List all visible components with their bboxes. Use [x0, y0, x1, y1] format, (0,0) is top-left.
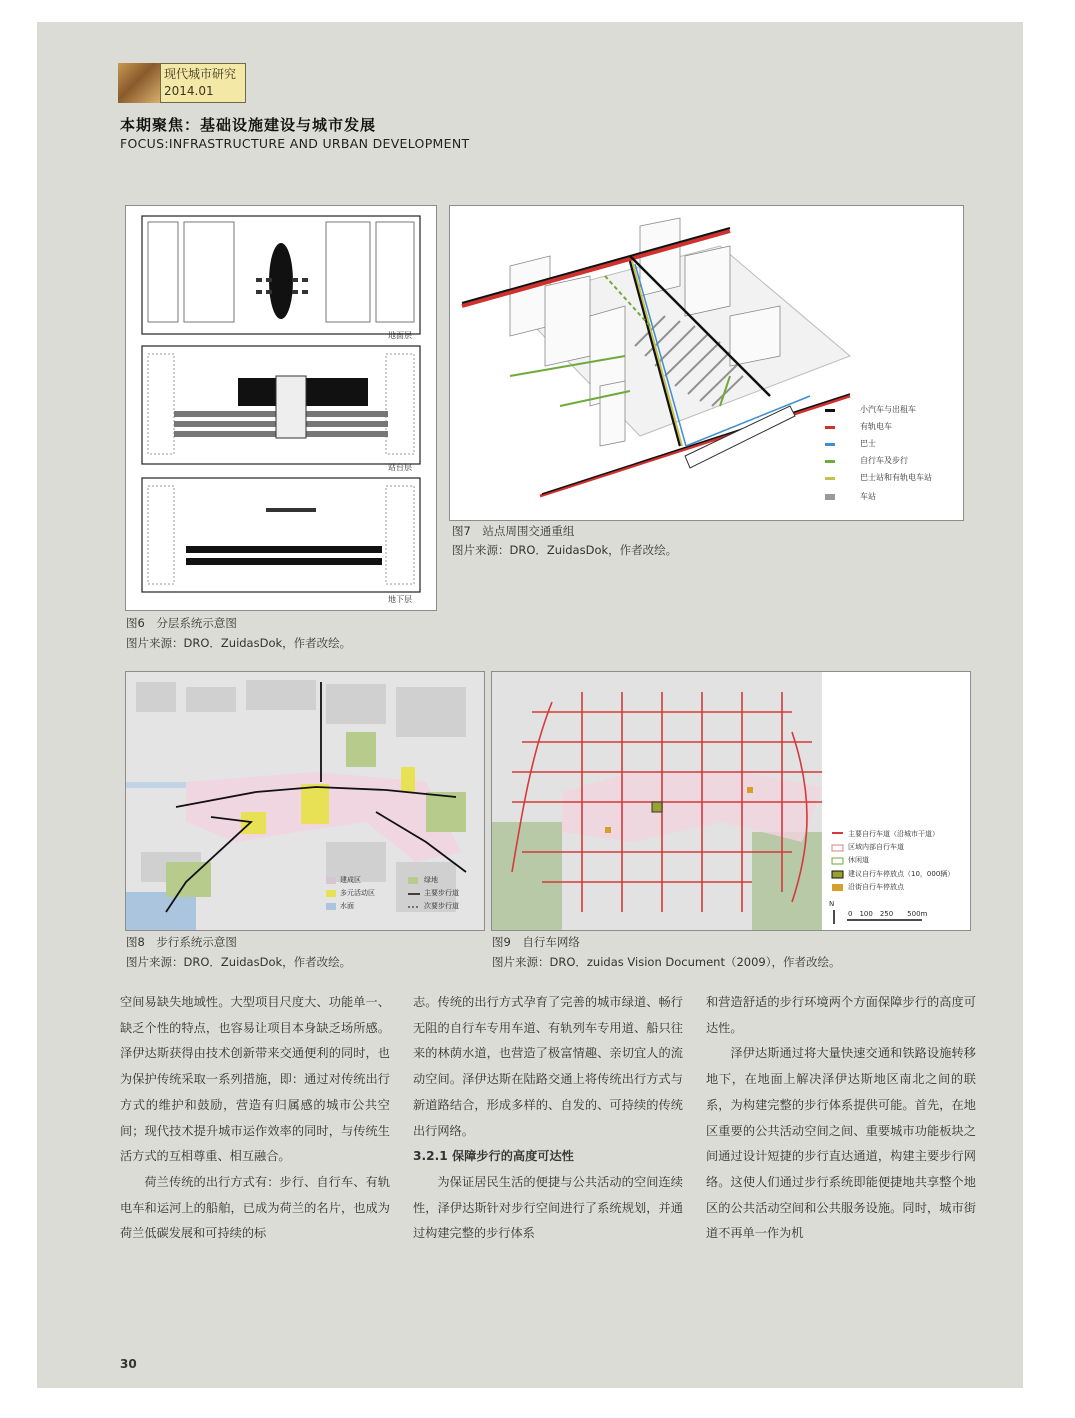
layer-label-ground: 地面层 [388, 331, 412, 340]
legend-street-parking: 沿街自行车停放点 [848, 883, 904, 891]
journal-issue: 2014.01 [164, 84, 214, 98]
layer-underground-panel [142, 478, 420, 592]
legend-tram: 有轨电车 [860, 422, 892, 431]
page-number: 30 [120, 1357, 137, 1371]
figure-6-drawing [126, 206, 436, 610]
journal-tag [118, 63, 246, 103]
figure-9 [491, 671, 971, 931]
text-column-1 [120, 990, 390, 1247]
legend-bike: 自行车及步行 [860, 456, 908, 465]
legend-main-bike-lane: 主要自行车道（沿城市干道） [848, 830, 939, 838]
legend-stop: 巴士站和有轨电车站 [860, 473, 932, 482]
legend-swatch-station [825, 494, 835, 500]
paragraph: 志。传统的出行方式孕育了完善的城市绿道、畅行无阻的自行车专用车道、有轨列车专用道、船只往来的林荫水道，也营造了极富情趣、亲切宜人的流动空间。泽伊达斯在陆路交通上将传统出行方式与新道路结合，形成多样的、自发的、可持续的传统出行网络。 [413, 995, 683, 1138]
legend-main-walk: 主要步行道 [424, 889, 459, 897]
focus-title-en: FOCUS:INFRASTRUCTURE AND URBAN DEVELOPMENT [120, 136, 470, 151]
paragraph: 和营造舒适的步行环境两个方面保障步行的高度可达性。 [706, 995, 976, 1035]
scale-bar-label: 0 100 250 500m [848, 910, 928, 918]
layer-label-underground: 地下层 [388, 595, 412, 604]
legend-built-area: 建成区 [340, 876, 361, 884]
legend-secondary-walk: 次要步行道 [424, 902, 459, 910]
paragraph: 荷兰传统的出行方式有：步行、自行车、有轨电车和运河上的船舶，已成为荷兰的名片，也成为荷兰低碳发展和可持续的标 [120, 1174, 390, 1241]
legend-swatch-bike [825, 460, 835, 463]
layer-platform-panel [142, 346, 420, 464]
figure-9-source: 图片来源：DRO．zuidas Vision Document（2009），作者改绘。 [492, 955, 841, 969]
figure-8-title: 图8 步行系统示意图 [126, 935, 237, 949]
text-column-3 [706, 990, 976, 1247]
legend-car: 小汽车与出租车 [860, 405, 916, 414]
figure-6 [125, 205, 437, 611]
legend-internal-bike-lane: 区域内部自行车道 [848, 843, 904, 851]
legend-swatch-bus [825, 443, 835, 446]
legend-bus: 巴士 [860, 439, 876, 448]
figure-7-title: 图7 站点周围交通重组 [452, 524, 575, 538]
text-column-2 [413, 990, 683, 1247]
legend-swatch-stop [825, 477, 835, 480]
figure-6-source: 图片来源：DRO．ZuidasDok，作者改绘。 [126, 636, 352, 650]
figure-8 [125, 671, 485, 931]
figure-8-source: 图片来源：DRO．ZuidasDok，作者改绘。 [126, 955, 352, 969]
layer-ground-panel [142, 216, 420, 334]
legend-swatch-car [825, 409, 835, 412]
paragraph: 为保证居民生活的便捷与公共活动的空间连续性，泽伊达斯针对步行空间进行了系统规划，并通过构建完整的步行体系 [413, 1174, 683, 1241]
legend-station: 车站 [860, 492, 876, 501]
paragraph: 空间易缺失地域性。大型项目尺度大、功能单一、缺乏个性的特点，也容易让项目本身缺乏场所感。泽伊达斯获得由技术创新带来交通便利的同时，也为保护传统采取一系列措施，即：通过对传统出行方式的维护和鼓励，营造有归属感的城市公共空间；现代技术提升城市运作效率的同时，与传统生活方式的互相尊重、相互融合。 [120, 995, 390, 1164]
legend-green: 绿地 [424, 876, 438, 884]
figure-9-title: 图9 自行车网络 [492, 935, 580, 949]
paragraph: 泽伊达斯通过将大量快速交通和铁路设施转移地下，在地面上解决泽伊达斯地区南北之间的联系，为构建完整的步行体系提供可能。首先，在地区重要的公共活动空间之间、重要城市功能板块之间通过设计短捷的步行直达通道，构建主要步行网络。这使人们通过步行系统即能便捷地共享整个地区的公共活动空间和公共服务设施。同时，城市街道不再单一作为机 [706, 1046, 976, 1241]
legend-proposed-parking: 建议自行车停放点（10，000辆） [848, 870, 955, 878]
legend-multi-area: 多元活动区 [340, 889, 375, 897]
section-heading: 3.2.1 保障步行的高度可达性 [413, 1149, 574, 1164]
figure-7-source: 图片来源：DRO．ZuidasDok，作者改绘。 [452, 543, 678, 557]
layer-label-platform: 站台层 [388, 463, 412, 472]
journal-name: 现代城市研究 [164, 67, 237, 81]
legend-water: 水面 [340, 902, 354, 910]
figure-6-title: 图6 分层系统示意图 [126, 616, 237, 630]
focus-title-cn: 本期聚焦：基础设施建设与城市发展 [120, 116, 377, 134]
legend-leisure-path: 休闲道 [848, 856, 869, 864]
journal-tag-image [118, 63, 160, 103]
legend-swatch-tram [825, 426, 835, 429]
north-arrow-label: N [829, 900, 835, 908]
figure-7 [449, 205, 964, 521]
